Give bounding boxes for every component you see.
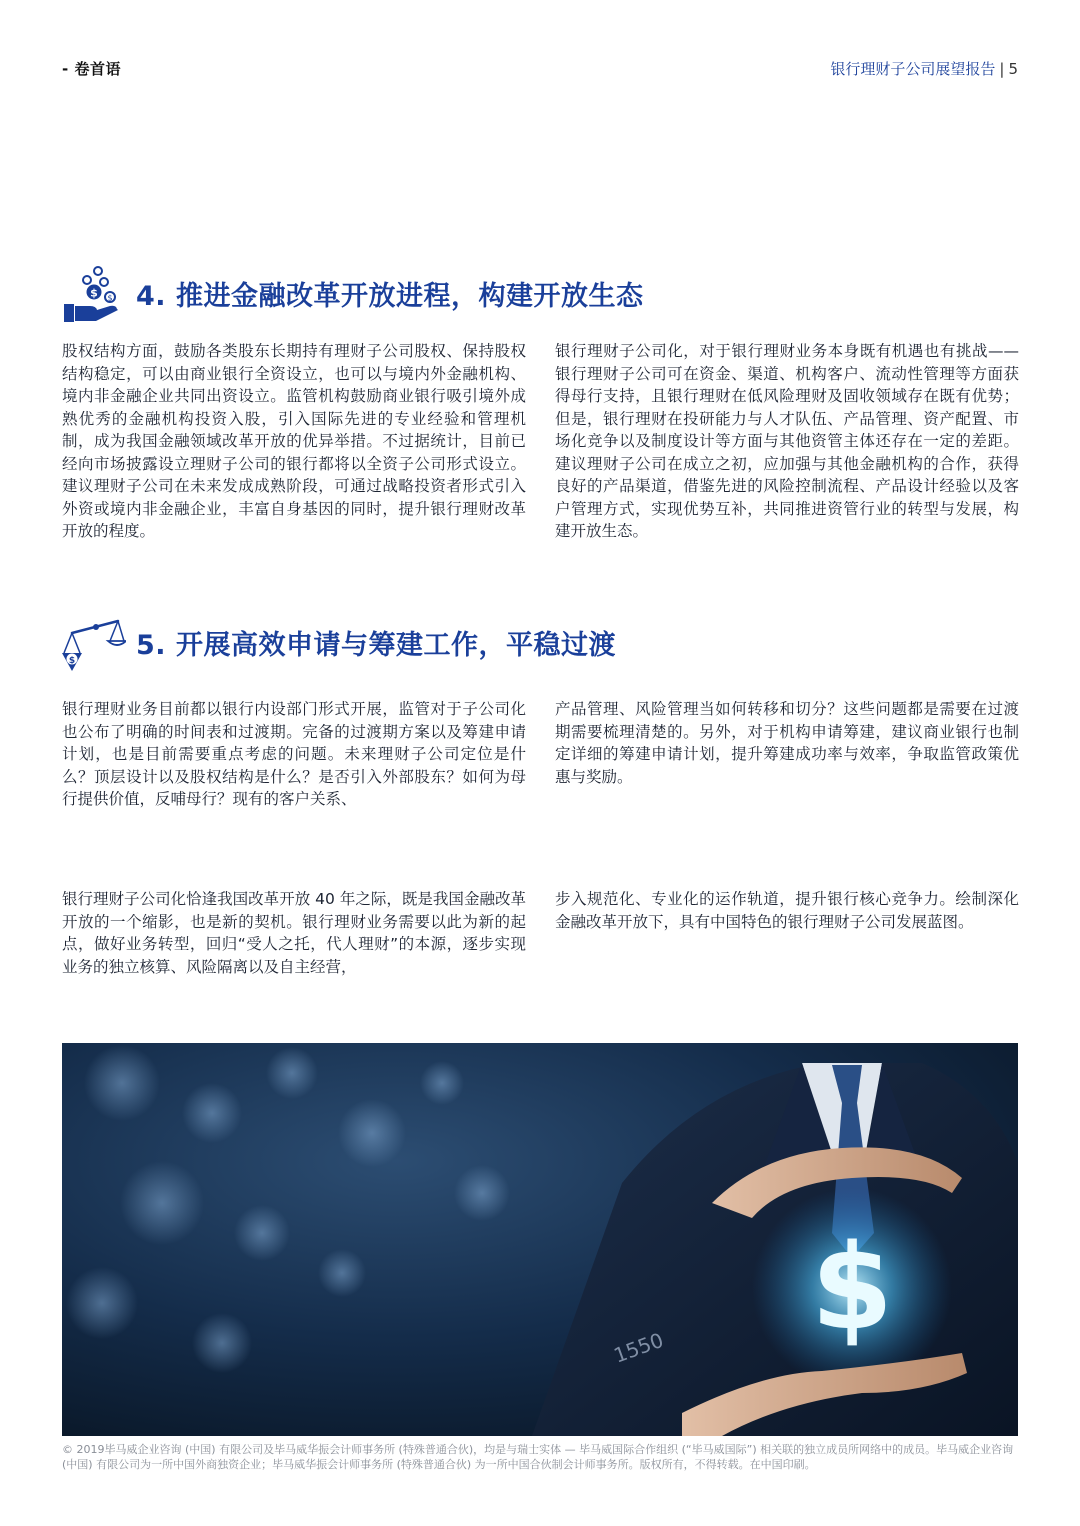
glowing-dollar-sign: $ xyxy=(810,1218,894,1356)
page-number: 5 xyxy=(1008,60,1018,78)
svg-text:$: $ xyxy=(107,293,113,303)
section-5-heading xyxy=(60,611,616,673)
section-4-col-left: 股权结构方面，鼓励各类股东长期持有理财子公司股权、保持股权结构稳定，可以由商业银行全资设立，也可以与境内外金融机构、境内非金融企业共同出资设立。监管机构鼓励商业银行吸引境外成熟优秀的金融机构投资入股，引入国际先进的专业经验和管理机制，成为我国金融领域改革开放的优异举措。不过据统计，目前已经向市场披露设立理财子公司的银行都将以全资子公司形式设立。建议理财子公司在未来发成成熟阶段，可通过战略投资者形式引入外资或境内非金融企业，丰富自身基因的同时，提升银行理财改革开放的程度。 xyxy=(62,342,526,540)
copyright-footer: © 2019毕马威企业咨询 (中国) 有限公司及毕马威华振会计师事务所 (特殊普通合伙)，均是与瑞士实体 — 毕马威国际合作组织 (“毕马威国际”) 相关联的独立成员所网络中的成员。毕马威企业咨询 (中国) 有限公司为一所中国外商独资企业；毕马威华振会计师事务所 (特殊普通合伙) 为一所中国合伙制会计师事务所。版权所有，不得转载。在中国印刷。 xyxy=(62,1443,1014,1471)
section-5-title: 5. 开展高效申请与筹建工作，平稳过渡 xyxy=(136,629,616,661)
photo-illustration xyxy=(62,1043,1018,1436)
section-4-col-right: 银行理财子公司化，对于银行理财业务本身既有机遇也有挑战——银行理财子公司可在资金、渠道、机构客户、流动性管理等方面获得母行支持，且银行理财在低风险理财及固收领域存在既有优势；但是，银行理财在投研能力与人才队伍、产品管理、资产配置、市场化竞争以及制度设计等方面与其他资管主体还存在一定的差距。建议理财子公司在成立之初，应加强与其他金融机构的合作，获得良好的产品渠道，借鉴先进的风险控制流程、产品设计经验以及客户管理方式，实现优势互补，共同推进资管行业的转型与发展，构建开放生态。 xyxy=(555,342,1019,540)
hands-protecting-dollar-photo xyxy=(62,1043,1018,1436)
closing-col-left: 银行理财子公司化恰逢我国改革开放 40 年之际，既是我国金融改革开放的一个缩影，也是新的契机。银行理财业务需要以此为新的起点，做好业务转型，回归“受人之托，代人理财”的本源，逐步实现业务的独立核算、风险隔离以及自主经营， xyxy=(62,890,526,976)
report-title: 银行理财子公司展望报告 xyxy=(830,60,996,78)
section-5-col-right: 产品管理、风险管理当如何转移和切分？这些问题都是需要在过渡期需要梳理清楚的。另外，对于机构申请筹建，建议商业银行也制定详细的筹建申请计划，提升筹建成功率与效率，争取监管政策优惠与奖励。 xyxy=(555,700,1019,786)
report-header xyxy=(830,58,1018,79)
closing-col-right: 步入规范化、专业化的运作轨道，提升银行核心竞争力。绘制深化金融改革开放下，具有中国特色的银行理财子公司发展蓝图。 xyxy=(555,890,1019,931)
svg-text:$: $ xyxy=(90,286,98,300)
svg-text:$: $ xyxy=(68,656,76,666)
section-5-col-left: 银行理财业务目前都以银行内设部门形式开展，监管对于子公司化也公布了明确的时间表和过渡期。完备的过渡期方案以及筹建申请计划，也是目前需要重点考虑的问题。未来理财子公司定位是什么？顶层设计以及股权结构是什么？是否引入外部股东？如何为母行提供价值，反哺母行？现有的客户关系、 xyxy=(62,700,526,808)
section-4-title: 4. 推进金融改革开放进程，构建开放生态 xyxy=(136,280,644,312)
header-separator: | xyxy=(999,60,1005,78)
svg-text:1550: 1550 xyxy=(610,1327,667,1368)
hand-with-coins-icon xyxy=(60,262,126,324)
section-label: - 卷首语 xyxy=(62,60,121,78)
section-4-heading xyxy=(60,262,643,324)
balance-scale-dollar-icon xyxy=(60,611,126,673)
